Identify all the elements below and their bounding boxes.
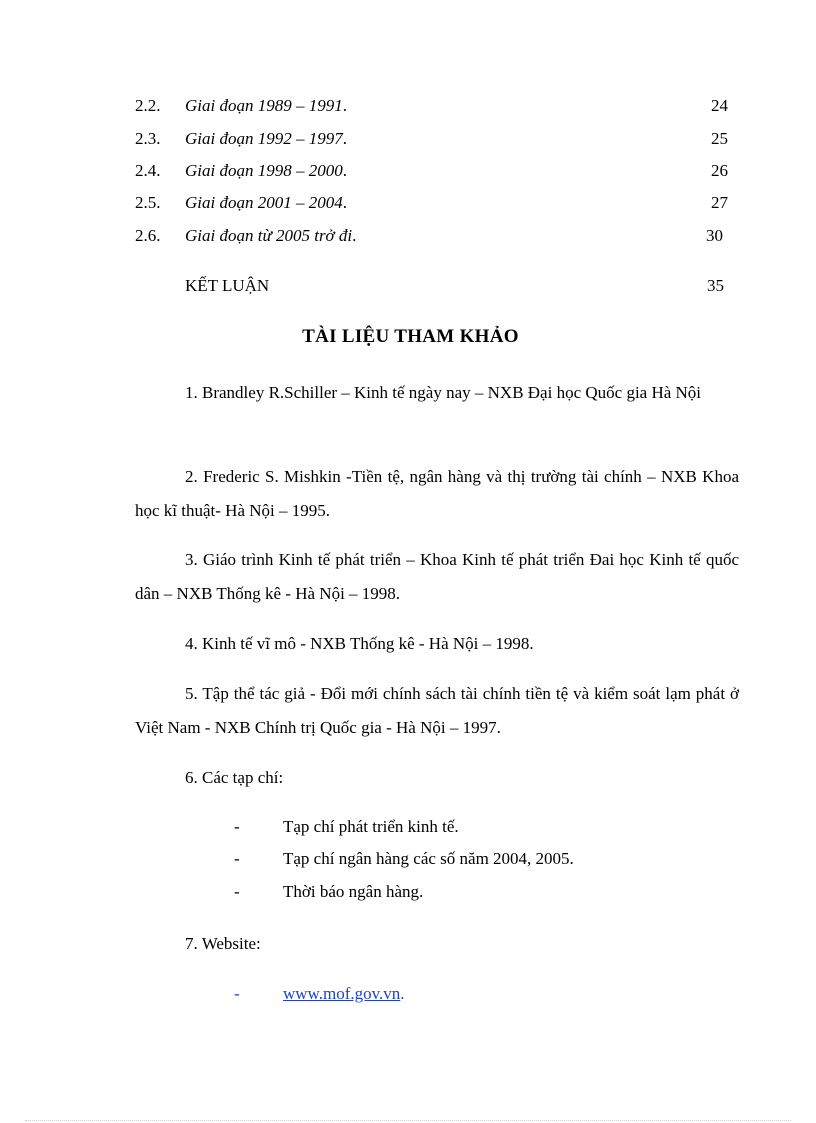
toc-title: Giai đoạn 1989 – 1991. xyxy=(185,96,347,115)
toc-number: 2.5. xyxy=(135,193,161,212)
references-heading: TÀI LIỆU THAM KHẢO xyxy=(302,326,519,347)
toc-row xyxy=(0,191,816,215)
website-heading: 7. Website: xyxy=(185,934,261,953)
dash-bullet: - xyxy=(234,849,240,868)
dash-bullet: - xyxy=(234,882,240,901)
toc-title: Giai đoạn 1998 – 2000. xyxy=(185,161,347,180)
toc-conclusion-title: KẾT LUẬN xyxy=(185,276,270,295)
journal-list-item xyxy=(0,880,816,904)
toc-title: Giai đoạn 2001 – 2004. xyxy=(185,193,347,212)
journal-text: Tạp chí ngân hàng các số năm 2004, 2005. xyxy=(283,849,574,868)
website-link[interactable]: www.mof.gov.vn xyxy=(283,984,401,1003)
toc-row xyxy=(0,224,816,248)
toc-title: Giai đoạn từ 2005 trở đi. xyxy=(185,226,357,245)
toc-page-number: 24 xyxy=(711,96,728,115)
toc-title: Giai đoạn 1992 – 1997. xyxy=(185,129,347,148)
page-bottom-rule xyxy=(25,1120,791,1121)
toc-number: 2.2. xyxy=(135,96,161,115)
toc-number: 2.6. xyxy=(135,226,161,245)
toc-page-number: 35 xyxy=(707,276,724,295)
dash-bullet: - xyxy=(234,984,240,1003)
toc-page-number: 26 xyxy=(711,161,728,180)
toc-row xyxy=(0,94,816,118)
toc-row xyxy=(0,159,816,183)
website-entry xyxy=(283,982,405,1006)
journal-list-item xyxy=(0,847,816,871)
dash-bullet: - xyxy=(234,817,240,836)
website-list-item xyxy=(0,982,816,1006)
reference-item: 6. Các tạp chí: xyxy=(185,768,284,787)
reference-item: 2. Frederic S. Mishkin -Tiền tệ, ngân hàng và thị trường tài chính – NXB Khoa học kĩ thuật- Hà Nội – 1995. xyxy=(135,467,739,520)
toc-page-number: 30 xyxy=(706,226,723,245)
reference-item: 3. Giáo trình Kinh tế phát triển – Khoa Kinh tế phát triển Đai học Kinh tế quốc dân – NXB Thống kê - Hà Nội – 1998. xyxy=(135,550,739,603)
journal-list-item xyxy=(0,815,816,839)
reference-item: 4. Kinh tế vĩ mô - NXB Thống kê - Hà Nội – 1998. xyxy=(185,634,534,653)
toc-row-conclusion xyxy=(0,274,816,298)
journal-text: Tạp chí phát triển kinh tế. xyxy=(283,817,459,836)
toc-page-number: 25 xyxy=(711,129,728,148)
toc-number: 2.4. xyxy=(135,161,161,180)
toc-number: 2.3. xyxy=(135,129,161,148)
journal-text: Thời báo ngân hàng. xyxy=(283,882,424,901)
toc-row xyxy=(0,127,816,151)
reference-item: 5. Tập thể tác giả - Đổi mới chính sách tài chính tiền tệ và kiểm soát lạm phát ở Việt Nam - NXB Chính trị Quốc gia - Hà Nội – 1997. xyxy=(135,684,739,737)
reference-item: 1. Brandley R.Schiller – Kinh tế ngày nay – NXB Đại học Quốc gia Hà Nội xyxy=(185,383,702,402)
toc-page-number: 27 xyxy=(711,193,728,212)
website-suffix: . xyxy=(400,984,405,1003)
